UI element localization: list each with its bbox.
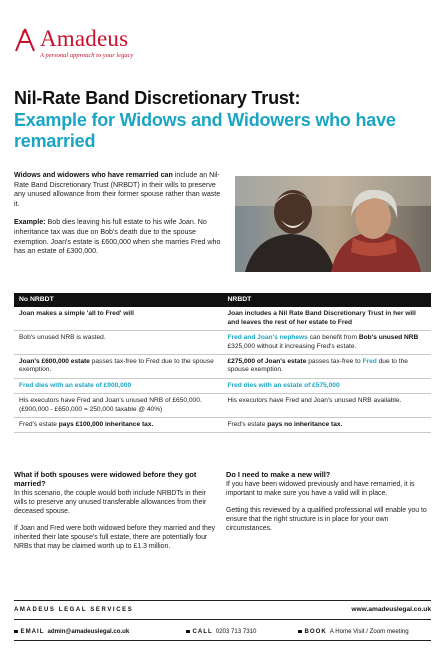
table-header-row — [14, 293, 431, 307]
footer-divider-middle — [14, 619, 431, 620]
intro-text — [14, 171, 224, 266]
footer-divider-top — [14, 600, 431, 601]
cell-nrbdt-executors: His executors have Fred and Joan's unused NRB available. — [223, 394, 432, 418]
cell-nrbdt-tax: Fred's estate pays no inheritance tax. — [223, 418, 432, 433]
cell-no-nrbdt-fred-dies: Fred dies with an estate of £900,000 — [14, 378, 223, 393]
right-column — [226, 470, 431, 541]
footer-website-link[interactable]: www.amadeuslegal.co.uk — [351, 606, 431, 613]
right-column-paragraph-1: If you have been widowed previously and have remarried, it is important to make sure you have a valid will in place. — [226, 481, 415, 497]
left-column-paragraph-2: If Joan and Fred were both widowed before they married and they inherited their late spouse's full estate, there are potentially four NRBs that may be claimed worth up to £1.3 million. — [14, 525, 216, 550]
footer-call[interactable]: CALL 0203 713 7310 — [186, 628, 256, 635]
comparison-table — [14, 293, 431, 433]
cell-no-nrbdt-unused: Bob's unused NRB is wasted. — [14, 331, 223, 355]
cell-nrbdt-fred-dies: Fred dies with an estate of £575,000 — [223, 378, 432, 393]
header-nrbdt: NRBDT — [223, 293, 432, 307]
left-column-heading: What if both spouses were widowed before they got married? — [14, 470, 197, 488]
intro-paragraph-1: Widows and widowers who have remarried can include an Nil-Rate Band Discretionary Trust (NRBDT) in their wills to preserve any unused allowance from their former spouse rather than waste it. — [14, 171, 221, 208]
amadeus-logo — [14, 28, 133, 59]
couple-photo-illustration — [235, 176, 431, 272]
cell-no-nrbdt-executors: His executors have Fred and Joan's unused NRB of £650,000. (£900,000 - £650,000 = 250,000 taxable @ 40%) — [14, 394, 223, 418]
brand-name: Amadeus — [40, 26, 129, 51]
intro-paragraph-2: Example: Bob dies leaving his full estate to his wife Joan. No inheritance tax was due on Bob's death due to the spouse exemption. Joan's estate is £600,000 when she marries Fred who has an estate of £300,000. — [14, 218, 221, 256]
footer-email[interactable]: EMAIL admin@amadeuslegal.co.uk — [14, 628, 129, 635]
cell-nrbdt-estate: £275,000 of Joan's estate passes tax-free to Fred due to the spouse exemption. — [223, 355, 432, 379]
table-row — [14, 355, 431, 379]
cell-no-nrbdt-tax: Fred's estate pays £100,000 inheritance tax. — [14, 418, 223, 433]
brand-tagline: A personal approach to your legacy — [40, 52, 134, 59]
bullet-square-icon — [14, 630, 18, 634]
table-row — [14, 307, 431, 330]
page-subtitle: Example for Widows and Widowers who have remarried — [14, 110, 396, 151]
left-column — [14, 470, 219, 559]
table-row — [14, 394, 431, 418]
cell-no-nrbdt-will: Joan makes a simple 'all to Fred' will — [14, 307, 223, 330]
page-title: Nil-Rate Band Discretionary Trust: — [14, 88, 301, 108]
cell-no-nrbdt-estate: Joan's £600,000 estate passes tax-free to Fred due to the spouse exemption. — [14, 355, 223, 379]
left-column-paragraph-1: In this scenario, the couple would both include NRBDTs in their wills to preserve any unused transferable allowances from their deceased spouse. — [14, 490, 207, 515]
amadeus-a-mark-icon — [14, 28, 36, 52]
bullet-square-icon — [298, 630, 302, 634]
footer-divider-bottom — [14, 640, 431, 641]
table-row — [14, 418, 431, 433]
footer-book[interactable]: BOOK A Home Visit / Zoom meeting — [298, 628, 409, 635]
table-row — [14, 378, 431, 393]
header-no-nrbdt: No NRBDT — [14, 293, 223, 307]
right-column-heading: Do I need to make a new will? — [226, 470, 331, 479]
footer-firm-name: AMADEUS LEGAL SERVICES — [14, 607, 134, 613]
bullet-square-icon — [186, 630, 190, 634]
right-column-paragraph-2: Getting this reviewed by a qualified professional will enable you to ensure that the right structure is in place for your own circumstances. — [226, 507, 427, 532]
cell-nrbdt-unused: Fred and Joan's nephews can benefit from Bob's unused NRB £325,000 without it increasing Fred's estate. — [223, 331, 432, 355]
couple-photo — [235, 176, 431, 272]
cell-nrbdt-will: Joan includes a Nil Rate Band Discretionary Trust in her will and leaves the rest of her estate to Fred — [223, 307, 432, 330]
table-row — [14, 331, 431, 355]
